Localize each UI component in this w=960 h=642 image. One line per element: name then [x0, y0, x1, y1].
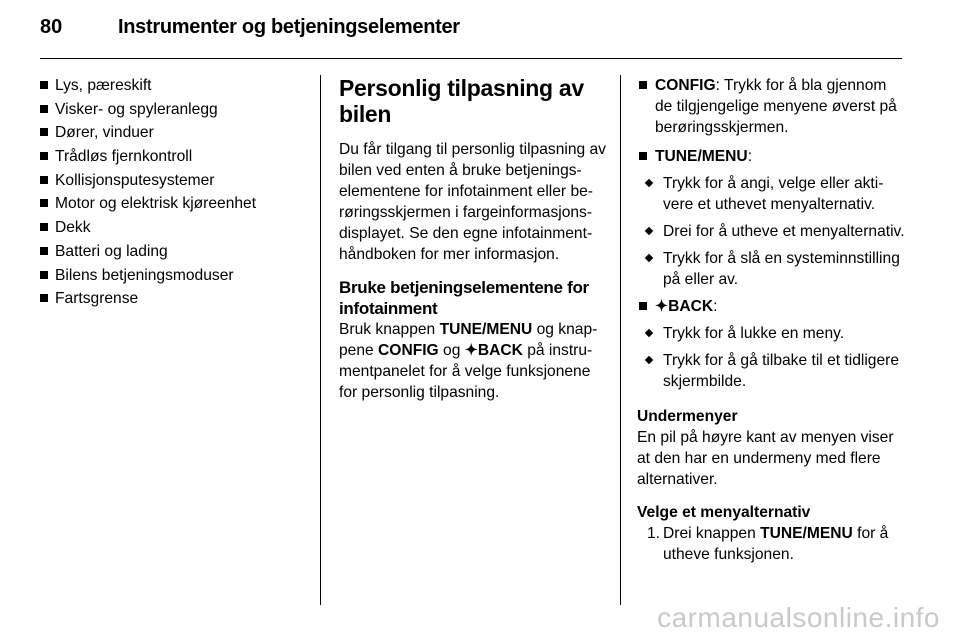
header-rule: [40, 58, 902, 59]
sublist-item: Trykk for å lukke en meny.: [637, 323, 907, 344]
watermark: carmanualsonline.info: [657, 602, 940, 633]
back-arrow-icon: ✦: [464, 342, 478, 359]
text-run: for å utheve funksjonen.: [663, 525, 889, 563]
colon: :: [747, 148, 753, 165]
colon: :: [713, 298, 718, 315]
bullet-square-icon: [639, 81, 647, 89]
numbered-step: [637, 523, 907, 565]
text-run: Bruk knappen: [339, 321, 436, 338]
column-divider: [620, 75, 621, 605]
bullet-square-icon: [639, 302, 647, 310]
tune-menu-label: TUNE/MENU: [655, 148, 748, 165]
list-item: Trådløs fjernkontroll: [40, 146, 312, 167]
list-item: Dører, vinduer: [40, 122, 312, 143]
step-number: 1.: [647, 525, 661, 542]
list-item: Dekk: [40, 217, 312, 238]
sublist-item: Drei for å utheve et menyalternativ.: [637, 221, 907, 242]
instruction-paragraph: [339, 319, 607, 403]
list-item: Motor og elektrisk kjøreenhet: [40, 193, 312, 214]
section-title: Personlig tilpasning av bilen: [339, 75, 584, 127]
tune-menu-label: TUNE/MENU: [439, 321, 533, 338]
intro-paragraph: Du får tilgang til personlig tilpasning av bilen ved enten å bruke betjeningselementene for infotainment eller berøringsskjermen i fargeinformasjonsdisplayet. Se den egne infotainmenthåndboken for mer informasjon.: [339, 141, 606, 263]
submenu-heading: Undermenyer: [637, 408, 738, 425]
back-item: [637, 296, 907, 317]
list-item: Fartsgrense: [40, 288, 312, 309]
config-description: : Trykk for å bla gjennom de tilgjengelige menyene øverst på berøringsskjermen.: [655, 77, 897, 136]
back-label: BACK: [668, 298, 714, 315]
back-sublist: [637, 323, 907, 392]
config-item: [637, 75, 907, 138]
text-run: og: [443, 342, 461, 359]
column-2: [339, 75, 607, 403]
text-run: Drei knappen: [663, 525, 756, 542]
list-item: Lys, pæreskift: [40, 75, 312, 96]
sublist-item: Trykk for å gå tilbake til et tidligere skjermbilde.: [637, 350, 907, 392]
page-title: Instrumenter og betjeningselementer: [118, 16, 460, 38]
column-divider: [320, 75, 321, 605]
select-heading: Velge et menyalternativ: [637, 504, 811, 521]
list-item: Kollisjonsputesystemer: [40, 170, 312, 191]
subheading: Bruke betjeningselementene for infotainment: [339, 278, 589, 318]
back-arrow-icon: ✦: [655, 298, 669, 315]
submenu-paragraph: En pil på høyre kant av menyen viser at den har en undermeny med flere alternativer.: [637, 429, 894, 488]
config-label: CONFIG: [378, 342, 439, 359]
page-number: 80: [40, 16, 63, 38]
tune-menu-item: [637, 146, 907, 167]
text-run: på instrumentpanelet for å velge funksjonene for personlig tilpasning.: [339, 342, 593, 401]
topic-list: [40, 75, 312, 309]
tune-menu-label: TUNE/MENU: [760, 525, 853, 542]
column-3: [637, 75, 907, 565]
bullet-square-icon: [639, 152, 647, 160]
text-run: og knappene: [339, 321, 598, 359]
tune-menu-sublist: [637, 173, 907, 290]
sublist-item: Trykk for å slå en systeminnstilling på eller av.: [637, 248, 907, 290]
list-item: Visker- og spyleranlegg: [40, 99, 312, 120]
config-label: CONFIG: [655, 77, 716, 94]
list-item: Bilens betjeningsmoduser: [40, 265, 312, 286]
list-item: Batteri og lading: [40, 241, 312, 262]
back-label: BACK: [477, 342, 523, 359]
sublist-item: Trykk for å angi, velge eller aktivere et uthevet menyalternativ.: [637, 173, 907, 215]
column-1: [40, 75, 312, 312]
